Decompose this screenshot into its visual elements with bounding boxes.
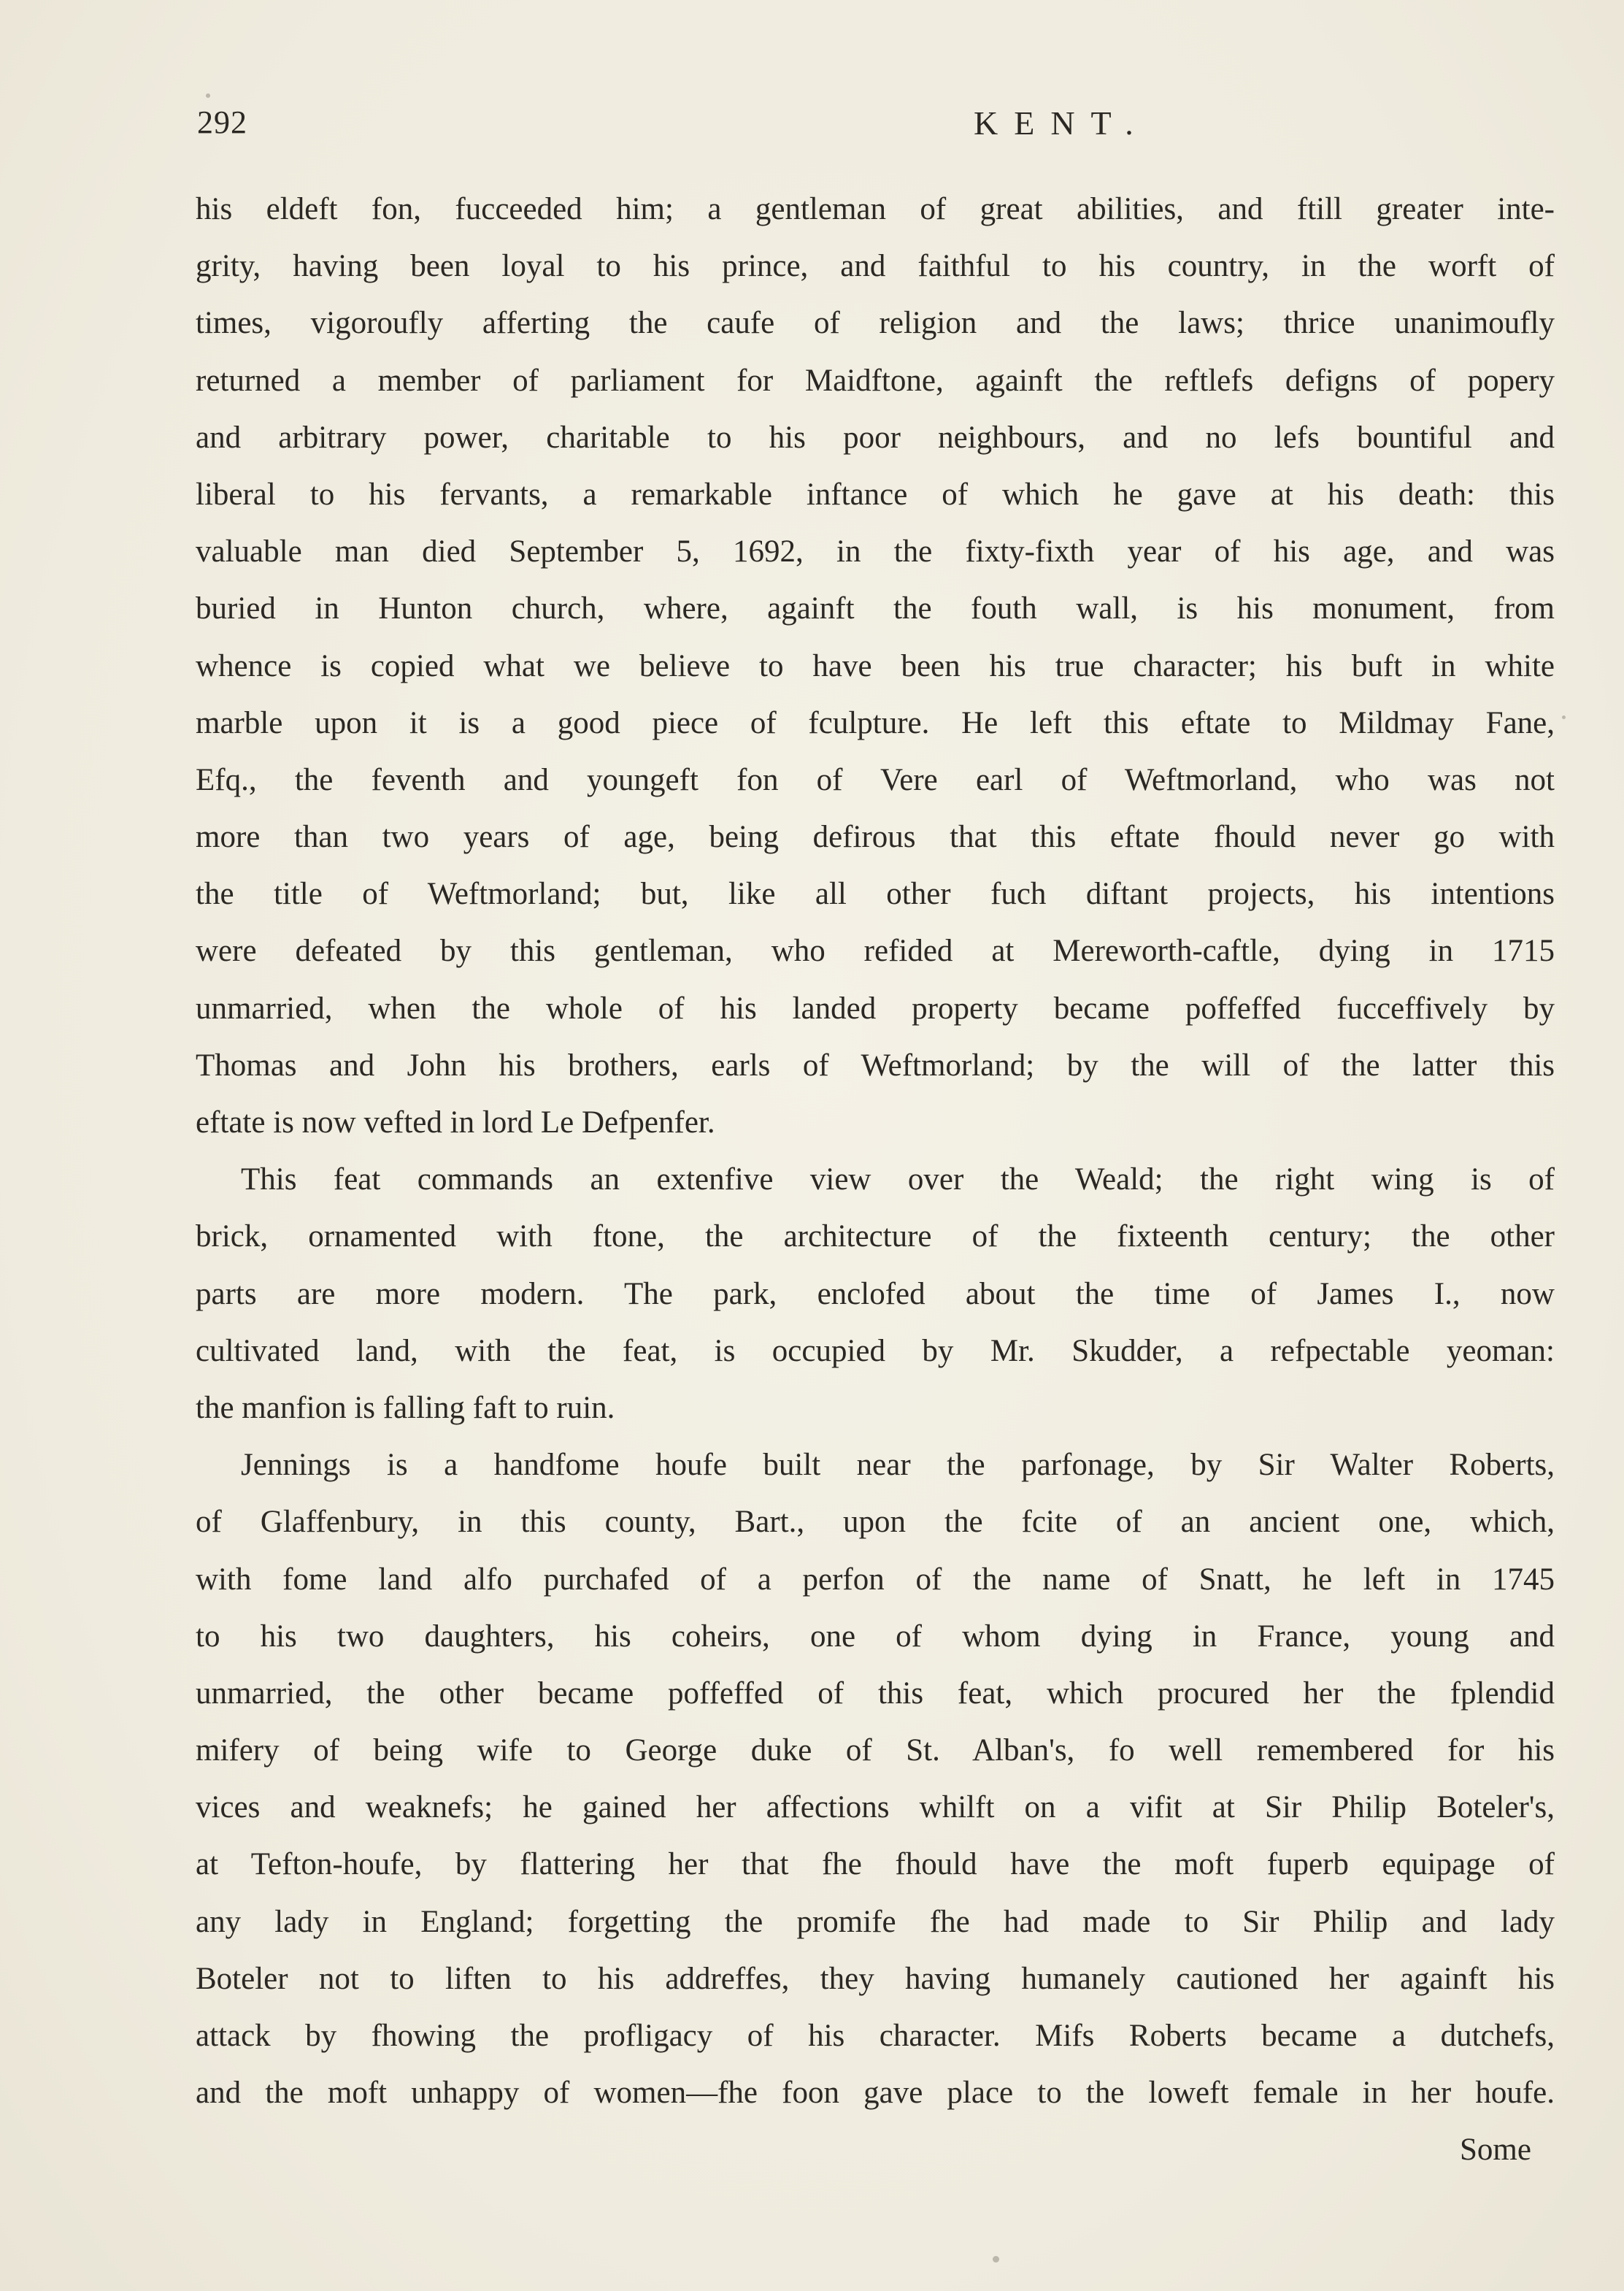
text-line: buried in Hunton church, where, againft the fouth wall, is his monument, from — [196, 591, 1555, 626]
text-line: Jennings is a handfome houfe built near the parfonage, by Sir Walter Roberts, — [241, 1448, 1555, 1483]
text-line: unmarried, when the whole of his landed property became poffeffed fucceffively by — [196, 991, 1555, 1026]
text-line: parts are more modern. The park, enclofed about the time of James I., now — [196, 1276, 1555, 1311]
text-line: returned a member of parliament for Maidftone, againft the reftlefs defigns of popery — [196, 363, 1555, 398]
text-line: any lady in England; forgetting the promife fhe had made to Sir Philip and lady — [196, 1904, 1555, 1939]
body-text — [196, 181, 1555, 2122]
text-line: were defeated by this gentleman, who refided at Mereworth-caftle, dying in 1715 — [196, 934, 1555, 969]
text-line: Efq., the feventh and youngeft fon of Vere earl of Weftmorland, who was not — [196, 762, 1555, 797]
text-line: the manfion is falling faft to ruin. — [196, 1390, 615, 1425]
text-line: whence is copied what we believe to have been his true character; his buft in white — [196, 648, 1555, 683]
text-line: Thomas and John his brothers, earls of Weftmorland; by the will of the latter this — [196, 1048, 1555, 1083]
text-line: mifery of being wife to George duke of St. Alban's, fo well remembered for his — [196, 1733, 1555, 1768]
text-line: at Tefton-houfe, by flattering her that fhe fhould have the moft fuperb equipage of — [196, 1847, 1555, 1882]
text-line: his eldeft fon, fucceeded him; a gentleman of great abilities, and ftill greater inte- — [196, 192, 1555, 226]
text-line: times, vigoroufly afferting the caufe of religion and the laws; thrice unanimoufly — [196, 306, 1555, 341]
page-number: 292 — [197, 104, 247, 140]
text-line: with fome land alfo purchafed of a perfon of the name of Snatt, he left in 1745 — [196, 1562, 1555, 1597]
text-line: of Glaffenbury, in this county, Bart., upon the fcite of an ancient one, which, — [196, 1505, 1555, 1540]
running-head: KENT. — [974, 104, 1150, 142]
text-line: cultivated land, with the feat, is occupied by Mr. Skudder, a refpectable yeoman: — [196, 1333, 1555, 1368]
paper-speck — [993, 2256, 999, 2263]
text-line: and the moft unhappy of women—fhe foon gave place to the loweft female in her houfe. — [196, 2076, 1555, 2111]
text-line: Boteler not to liften to his addreffes, they having humanely cautioned her againft his — [196, 1961, 1555, 1996]
text-line: This feat commands an extenfive view over the Weald; the right wing is of — [241, 1162, 1555, 1197]
paper-speck — [1562, 715, 1566, 719]
text-line: to his two daughters, his coheirs, one of whom dying in France, young and — [196, 1619, 1555, 1654]
text-line: more than two years of age, being defirous that this eftate fhould never go with — [196, 820, 1555, 855]
text-line: brick, ornamented with ftone, the architecture of the fixteenth century; the other — [196, 1219, 1555, 1254]
text-line: liberal to his fervants, a remarkable inftance of which he gave at his death: this — [196, 477, 1555, 512]
paper-speck — [206, 93, 210, 98]
text-line: marble upon it is a good piece of fculpture. He left this eftate to Mildmay Fane, — [196, 705, 1555, 740]
text-line: valuable man died September 5, 1692, in the fixty-fixth year of his age, and was — [196, 534, 1555, 569]
text-line: unmarried, the other became poffeffed of this feat, which procured her the fplendid — [196, 1676, 1555, 1711]
page-header — [197, 104, 1555, 155]
text-line: grity, having been loyal to his prince, and faithful to his country, in the worft of — [196, 249, 1555, 284]
text-line: eftate is now vefted in lord Le Defpenfer. — [196, 1105, 715, 1140]
text-line: vices and weaknefs; he gained her affections whilft on a vifit at Sir Philip Boteler's, — [196, 1790, 1555, 1825]
text-line: attack by fhowing the profligacy of his character. Mifs Roberts became a dutchefs, — [196, 2019, 1555, 2053]
text-line: and arbitrary power, charitable to his poor neighbours, and no lefs bountiful and — [196, 420, 1555, 455]
text-line: the title of Weftmorland; but, like all other fuch diftant projects, his intentions — [196, 877, 1555, 912]
catchword: Some — [1460, 2133, 1531, 2167]
